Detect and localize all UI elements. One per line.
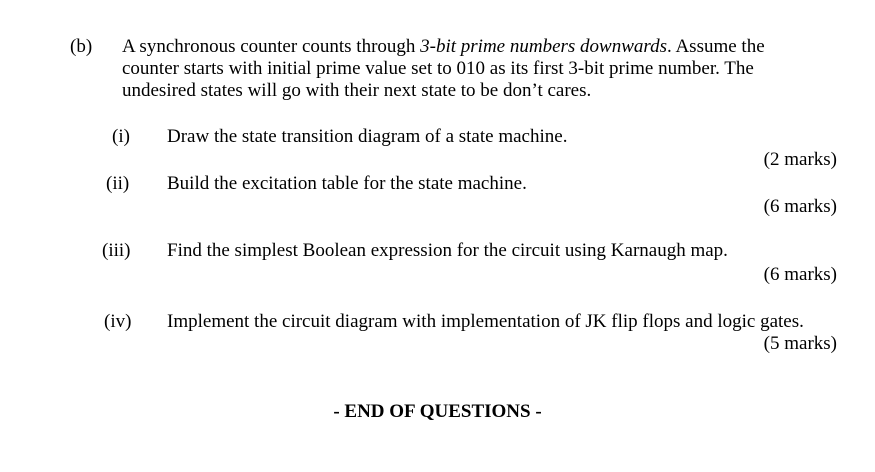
stem-line-1 [122,36,765,58]
question-text-ii: Build the excitation table for the state machine. [167,173,527,194]
stem-line-1-post: . Assume the [667,36,765,57]
question-label-iv: (iv) [104,311,132,332]
stem-line-2: counter starts with initial prime value set to 010 as its first 3-bit prime number. The [122,58,754,79]
question-marks-ii: (6 marks) [763,196,837,217]
stem-line-3: undesired states will go with their next state to be don’t cares. [122,80,592,101]
question-marks-iv: (5 marks) [763,333,837,354]
stem-emphasis: 3-bit prime numbers downwards [420,36,667,57]
question-marks-i: (2 marks) [763,149,837,170]
question-label-ii: (ii) [106,173,130,194]
question-label-i: (i) [112,126,130,147]
question-text-iv: Implement the circuit diagram with implementation of JK flip flops and logic gates. [167,311,804,332]
question-text-i: Draw the state transition diagram of a state machine. [167,126,568,147]
part-label: (b) [70,36,93,57]
end-of-questions: - END OF QUESTIONS - [333,401,542,422]
stem-line-1-pre: A synchronous counter counts through [122,36,421,57]
question-text-iii: Find the simplest Boolean expression for the circuit using Karnaugh map. [167,240,728,261]
question-marks-iii: (6 marks) [763,264,837,285]
question-label-iii: (iii) [102,240,131,261]
